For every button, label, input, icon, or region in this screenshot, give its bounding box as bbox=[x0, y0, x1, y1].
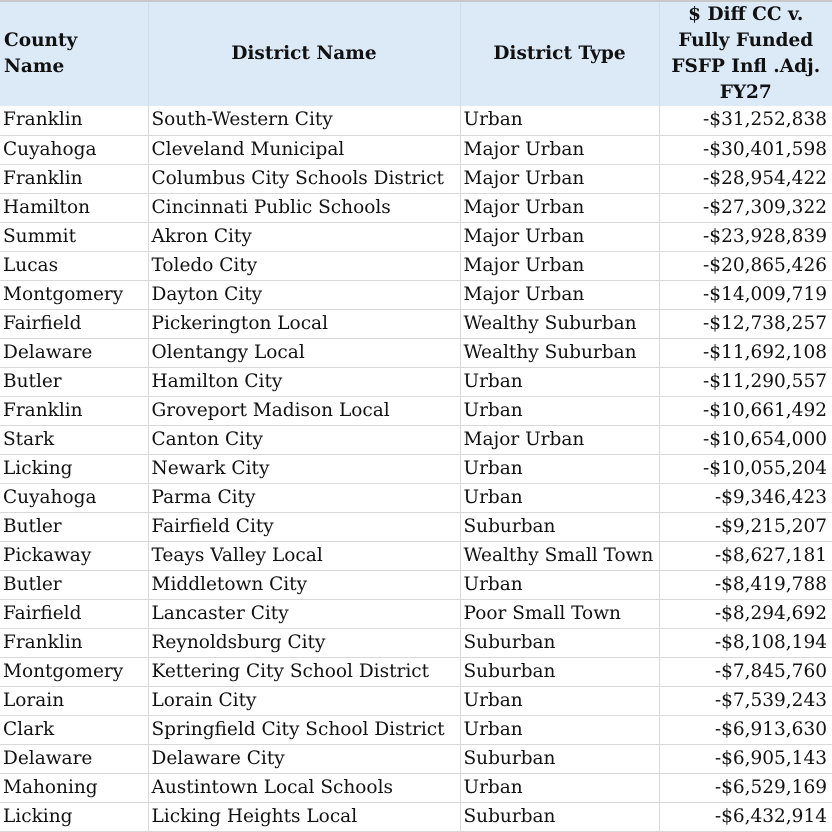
county-cell[interactable]: Butler bbox=[0, 367, 148, 396]
district-type-cell[interactable]: Wealthy Suburban bbox=[460, 338, 659, 367]
district-cell[interactable]: Teays Valley Local bbox=[148, 541, 460, 570]
county-cell[interactable]: Franklin bbox=[0, 396, 148, 425]
county-cell[interactable]: Delaware bbox=[0, 744, 148, 773]
county-cell[interactable]: Licking bbox=[0, 454, 148, 483]
district-type-cell[interactable]: Major Urban bbox=[460, 280, 659, 309]
district-type-cell[interactable]: Major Urban bbox=[460, 193, 659, 222]
district-cell[interactable]: Newark City bbox=[148, 454, 460, 483]
table-row bbox=[0, 454, 832, 483]
county-cell[interactable]: Mahoning bbox=[0, 773, 148, 802]
table-body bbox=[0, 106, 832, 831]
dollar-diff-cell[interactable]: -$11,290,557 bbox=[659, 367, 832, 396]
table-row bbox=[0, 280, 832, 309]
county-cell[interactable]: Cuyahoga bbox=[0, 483, 148, 512]
table-row bbox=[0, 251, 832, 280]
district-cell[interactable]: Pickerington Local bbox=[148, 309, 460, 338]
district-type-cell[interactable]: Urban bbox=[460, 106, 659, 135]
table-row bbox=[0, 193, 832, 222]
dollar-diff-cell[interactable]: -$30,401,598 bbox=[659, 135, 832, 164]
table-row bbox=[0, 135, 832, 164]
county-cell[interactable]: Delaware bbox=[0, 338, 148, 367]
county-cell[interactable]: Butler bbox=[0, 512, 148, 541]
table-row bbox=[0, 164, 832, 193]
dollar-diff-cell[interactable]: -$10,654,000 bbox=[659, 425, 832, 454]
district-cell[interactable]: Akron City bbox=[148, 222, 460, 251]
header-dollar-diff-line-4: FY27 bbox=[719, 82, 772, 103]
dollar-diff-cell[interactable]: -$6,905,143 bbox=[659, 744, 832, 773]
table-header bbox=[0, 1, 832, 106]
district-cell[interactable]: Springfield City School District bbox=[148, 715, 460, 744]
dollar-diff-cell[interactable]: -$7,845,760 bbox=[659, 657, 832, 686]
district-type-cell[interactable]: Suburban bbox=[460, 744, 659, 773]
district-cell[interactable]: Cleveland Municipal bbox=[148, 135, 460, 164]
district-type-cell[interactable]: Urban bbox=[460, 367, 659, 396]
table-row bbox=[0, 686, 832, 715]
district-type-cell[interactable]: Urban bbox=[460, 773, 659, 802]
header-dollar-diff-line-2: Fully Funded bbox=[678, 30, 814, 51]
dollar-diff-cell[interactable]: -$9,215,207 bbox=[659, 512, 832, 541]
county-cell[interactable]: Stark bbox=[0, 425, 148, 454]
table-row bbox=[0, 744, 832, 773]
dollar-diff-cell[interactable]: -$8,627,181 bbox=[659, 541, 832, 570]
table-row bbox=[0, 106, 832, 135]
table-row bbox=[0, 773, 832, 802]
district-cell[interactable]: Middletown City bbox=[148, 570, 460, 599]
district-cell[interactable]: Delaware City bbox=[148, 744, 460, 773]
district-type-cell[interactable]: Urban bbox=[460, 483, 659, 512]
table-row bbox=[0, 628, 832, 657]
header-district-type[interactable]: District Type bbox=[460, 1, 659, 106]
dollar-diff-cell[interactable]: -$31,252,838 bbox=[659, 106, 832, 135]
dollar-diff-cell[interactable]: -$28,954,422 bbox=[659, 164, 832, 193]
district-cell[interactable]: Toledo City bbox=[148, 251, 460, 280]
table-row bbox=[0, 802, 832, 831]
dollar-diff-cell[interactable]: -$14,009,719 bbox=[659, 280, 832, 309]
district-cell[interactable]: Austintown Local Schools bbox=[148, 773, 460, 802]
county-cell[interactable]: Pickaway bbox=[0, 541, 148, 570]
district-cell[interactable]: Fairfield City bbox=[148, 512, 460, 541]
district-type-cell[interactable]: Poor Small Town bbox=[460, 599, 659, 628]
county-cell[interactable]: Butler bbox=[0, 570, 148, 599]
header-dollar-diff[interactable] bbox=[659, 1, 832, 106]
county-cell[interactable]: Licking bbox=[0, 802, 148, 831]
table-row bbox=[0, 541, 832, 570]
district-cell[interactable]: Groveport Madison Local bbox=[148, 396, 460, 425]
county-cell[interactable]: Cuyahoga bbox=[0, 135, 148, 164]
dollar-diff-cell[interactable]: -$6,913,630 bbox=[659, 715, 832, 744]
header-county-name[interactable]: County Name bbox=[0, 1, 148, 106]
dollar-diff-cell[interactable]: -$7,539,243 bbox=[659, 686, 832, 715]
table-row bbox=[0, 570, 832, 599]
dollar-diff-cell[interactable]: -$9,346,423 bbox=[659, 483, 832, 512]
district-type-cell[interactable]: Major Urban bbox=[460, 251, 659, 280]
county-cell[interactable]: Fairfield bbox=[0, 599, 148, 628]
county-cell[interactable]: Franklin bbox=[0, 164, 148, 193]
dollar-diff-cell[interactable]: -$10,055,204 bbox=[659, 454, 832, 483]
district-cell[interactable]: Hamilton City bbox=[148, 367, 460, 396]
district-cell[interactable]: Lorain City bbox=[148, 686, 460, 715]
district-type-cell[interactable]: Urban bbox=[460, 715, 659, 744]
district-cell[interactable]: Cincinnati Public Schools bbox=[148, 193, 460, 222]
dollar-diff-cell[interactable]: -$11,692,108 bbox=[659, 338, 832, 367]
district-cell[interactable]: Canton City bbox=[148, 425, 460, 454]
dollar-diff-cell[interactable]: -$20,865,426 bbox=[659, 251, 832, 280]
table-row bbox=[0, 425, 832, 454]
district-type-cell[interactable]: Wealthy Suburban bbox=[460, 309, 659, 338]
table-row bbox=[0, 512, 832, 541]
district-type-cell[interactable]: Suburban bbox=[460, 802, 659, 831]
table-row bbox=[0, 715, 832, 744]
county-cell[interactable]: Franklin bbox=[0, 106, 148, 135]
table-row bbox=[0, 309, 832, 338]
district-cell[interactable]: Dayton City bbox=[148, 280, 460, 309]
dollar-diff-cell[interactable]: -$23,928,839 bbox=[659, 222, 832, 251]
header-row bbox=[0, 1, 832, 106]
district-type-cell[interactable]: Major Urban bbox=[460, 425, 659, 454]
district-cell[interactable]: Lancaster City bbox=[148, 599, 460, 628]
table-row bbox=[0, 396, 832, 425]
dollar-diff-cell[interactable]: -$8,294,692 bbox=[659, 599, 832, 628]
dollar-diff-cell[interactable]: -$27,309,322 bbox=[659, 193, 832, 222]
dollar-diff-cell[interactable]: -$6,432,914 bbox=[659, 802, 832, 831]
county-cell[interactable]: Lorain bbox=[0, 686, 148, 715]
county-cell[interactable]: Summit bbox=[0, 222, 148, 251]
table-row bbox=[0, 483, 832, 512]
header-dollar-diff-line-1: $ Diff CC v. bbox=[688, 4, 804, 25]
district-type-cell[interactable]: Suburban bbox=[460, 657, 659, 686]
dollar-diff-cell[interactable]: -$8,419,788 bbox=[659, 570, 832, 599]
table-row bbox=[0, 367, 832, 396]
header-dollar-diff-line-3: FSFP Infl .Adj. bbox=[671, 56, 821, 77]
county-cell[interactable]: Clark bbox=[0, 715, 148, 744]
dollar-diff-cell[interactable]: -$8,108,194 bbox=[659, 628, 832, 657]
district-type-cell[interactable]: Suburban bbox=[460, 512, 659, 541]
district-cell[interactable]: Kettering City School District bbox=[148, 657, 460, 686]
district-cell[interactable]: Reynoldsburg City bbox=[148, 628, 460, 657]
county-cell[interactable]: Montgomery bbox=[0, 280, 148, 309]
district-type-cell[interactable]: Major Urban bbox=[460, 164, 659, 193]
header-district-name[interactable]: District Name bbox=[148, 1, 460, 106]
district-cell[interactable]: Columbus City Schools District bbox=[148, 164, 460, 193]
district-cell[interactable]: South-Western City bbox=[148, 106, 460, 135]
county-cell[interactable]: Montgomery bbox=[0, 657, 148, 686]
table-row bbox=[0, 657, 832, 686]
county-cell[interactable]: Franklin bbox=[0, 628, 148, 657]
dollar-diff-cell[interactable]: -$6,529,169 bbox=[659, 773, 832, 802]
table-row bbox=[0, 599, 832, 628]
district-type-cell[interactable]: Urban bbox=[460, 686, 659, 715]
dollar-diff-cell[interactable]: -$12,738,257 bbox=[659, 309, 832, 338]
county-cell[interactable]: Lucas bbox=[0, 251, 148, 280]
table-row bbox=[0, 338, 832, 367]
district-cell[interactable]: Parma City bbox=[148, 483, 460, 512]
county-cell[interactable]: Hamilton bbox=[0, 193, 148, 222]
district-type-cell[interactable]: Major Urban bbox=[460, 135, 659, 164]
district-cell[interactable]: Olentangy Local bbox=[148, 338, 460, 367]
district-type-cell[interactable]: Major Urban bbox=[460, 222, 659, 251]
district-cell[interactable]: Licking Heights Local bbox=[148, 802, 460, 831]
county-cell[interactable]: Fairfield bbox=[0, 309, 148, 338]
table-row bbox=[0, 222, 832, 251]
district-type-cell[interactable]: Urban bbox=[460, 570, 659, 599]
district-type-cell[interactable]: Suburban bbox=[460, 628, 659, 657]
district-type-cell[interactable]: Urban bbox=[460, 396, 659, 425]
district-type-cell[interactable]: Urban bbox=[460, 454, 659, 483]
dollar-diff-cell[interactable]: -$10,661,492 bbox=[659, 396, 832, 425]
district-type-cell[interactable]: Wealthy Small Town bbox=[460, 541, 659, 570]
